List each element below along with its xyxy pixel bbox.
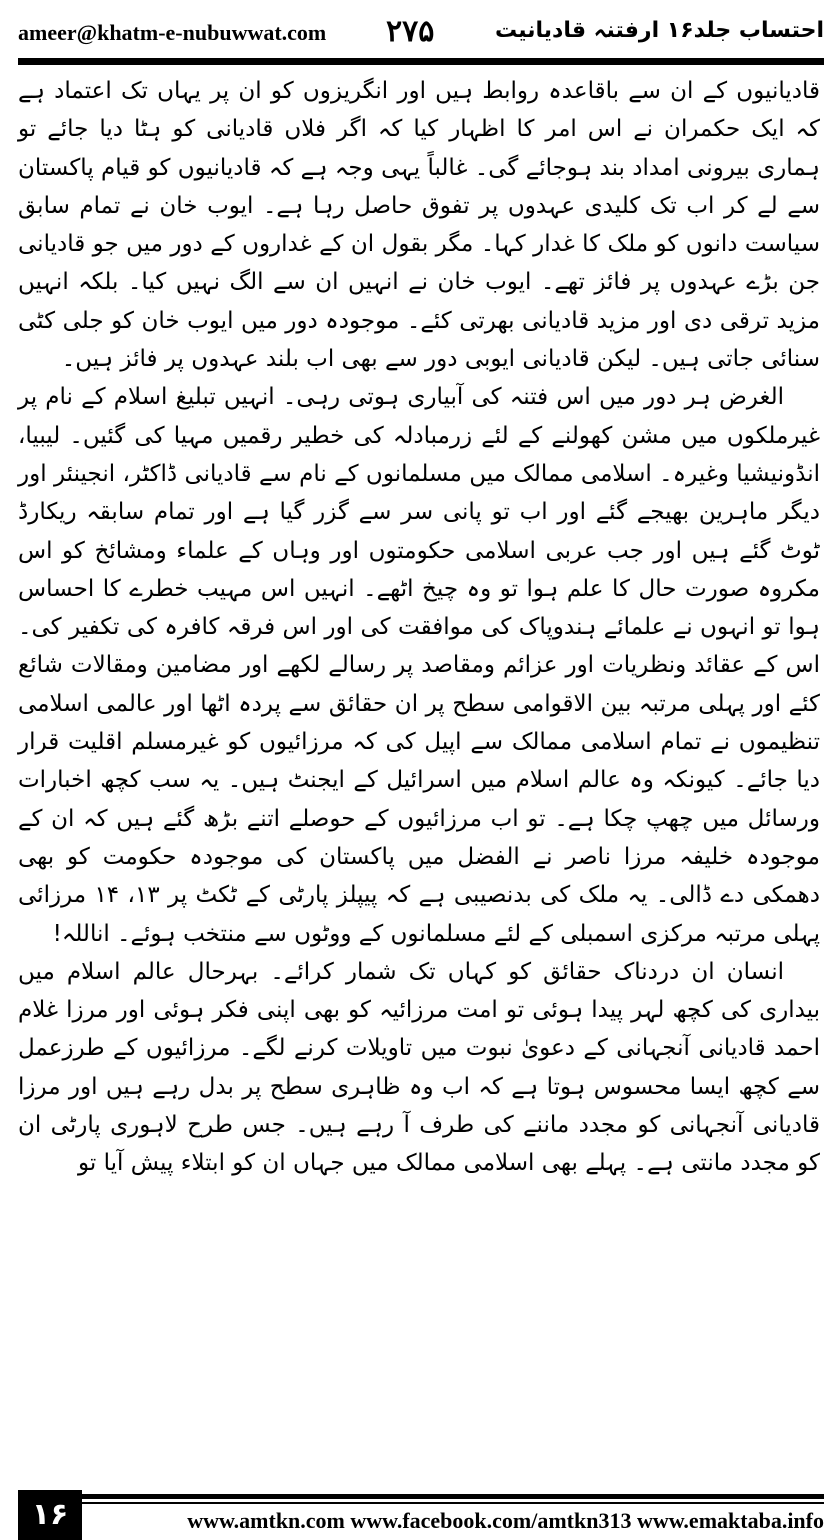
- header-divider: [18, 58, 824, 65]
- footer-divider-thick: [82, 1494, 824, 1499]
- header-page-number: ۲۷۵: [386, 14, 435, 49]
- page-footer: [18, 1490, 824, 1540]
- paragraph-3: انسان ان دردناک حقائق کو کہاں تک شمار کرائے۔ بہرحال عالم اسلام میں بیداری کی کچھ لہر پیدا ہوئی تو امت مرزائیہ کو بھی اپنی فکر ہوئی اور مرزا غلام احمد قادیانی آنجہانی کے دعویٰ نبوت میں تاویلات کرنے لگے۔ مرزائیوں کے طرزعمل سے کچھ ایسا محسوس ہوتا ہے کہ اب وہ ظاہری سطح پر بدل رہے ہیں اور مرزا قادیانی آنجہانی کو مجدد ماننے کی طرف آ رہے ہیں۔ جس طرح لاہوری پارٹی ان کو مجدد مانتی ہے۔ پہلے بھی اسلامی ممالک میں جہاں ان کو ابتلاء پیش آیا تو: [18, 958, 820, 1177]
- paragraph-2: الغرض ہر دور میں اس فتنہ کی آبیاری ہوتی رہی۔ انہیں تبلیغ اسلام کے نام پر غیرملکوں میں مشن کھولنے کے لئے زرمبادلہ کی خطیر رقمیں مہیا کی گئیں۔ لیبیا، انڈونیشیا وغیرہ۔ اسلامی ممالک میں مسلمانوں کے نام سے قادیانی ڈاکٹر، انجینئر اور دیگر ماہرین بھیجے گئے اور اب تو پانی سر سے گزر گیا ہے اور تمام سابقہ ریکارڈ ٹوٹ گئے ہیں اور جب عربی اسلامی حکومتوں اور وہاں کے علماء ومشائخ کو اس مکروہ صورت حال کا علم ہوا تو وہ چیخ اٹھے۔ انہیں اس مہیب خطرے کا احساس ہوا تو انہوں نے علمائے ہندوپاک کی موافقت کی اور اس فرقہ کافرہ کی تکفیر کی۔ اس کے عقائد ونظریات اور عزائم ومقاصد پر رسالے لکھے اور مضامین ومقالات شائع کئے اور پہلی مرتبہ بین الاقوامی سطح پر ان حقائق سے پردہ اٹھا اور عالمی اسلامی تنظیموں نے تمام اسلامی ممالک سے اپیل کی کہ مرزائیوں کو غیرمسلم اقلیت قرار دیا جائے۔ کیونکہ وہ عالم اسلام میں اسرائیل کے ایجنٹ ہیں۔ یہ سب کچھ اخبارات ورسائل میں چھپ چکا ہے۔ تو اب مرزائیوں کے حوصلے اتنے بڑھ گئے ہیں کہ ان کے موجودہ خلیفہ مرزا ناصر نے الفضل میں پاکستان کی موجودہ حکومت کو بھی دھمکی دے ڈالی۔ یہ ملک کی بدنصیبی ہے کہ پیپلز پارٹی کے ٹکٹ پر ۱۳، ۱۴ مرزائی پہلی مرتبہ مرکزی اسمبلی کے لئے مسلمانوں کے ووٹوں سے منتخب ہوئے۔ اناللہ!: [18, 384, 821, 947]
- footer-page-number: ۱۶: [18, 1490, 82, 1540]
- footer-divider-thin: [82, 1502, 824, 1504]
- page-body: [18, 72, 820, 1183]
- header-title: احتساب جلد۱۶ ارفتنہ قادیانیت: [495, 18, 824, 43]
- header-email: ameer@khatm-e-nubuwwat.com: [18, 20, 327, 45]
- footer-urls: www.amtkn.com www.facebook.com/amtkn313 www.emaktaba.info: [187, 1508, 824, 1533]
- paragraph-1: قادیانیوں کے ان سے باقاعدہ روابط ہیں اور انگریزوں کو ان پر یہاں تک اعتماد ہے کہ ایک حکمران نے اس امر کا اظہار کیا کہ اگر فلاں قادیانی کو ہٹا دیا جائے تو ہماری بیرونی امداد بند ہوجائے گی۔ غالباً یہی وجہ ہے کہ قادیانیوں کو قیام پاکستان سے لے کر اب تک کلیدی عہدوں پر تفوق حاصل رہا ہے۔ ایوب خان نے تمام سابق سیاست دانوں کو ملک کا غدار کہا۔ مگر بقول ان کے غداروں کے دور میں جو قادیانی جن بڑے عہدوں پر فائز تھے۔ ایوب خان نے انہیں ان سے الگ نہیں کیا۔ بلکہ انہیں مزید ترقی دی اور مزید قادیانی بھرتی کئے۔ موجودہ دور میں ایوب خان کو جلی کٹی سنائی جاتی ہیں۔ لیکن قادیانی ایوبی دور سے بھی اب بلند عہدوں پر فائز ہیں۔: [18, 78, 820, 373]
- page-header: [18, 14, 824, 52]
